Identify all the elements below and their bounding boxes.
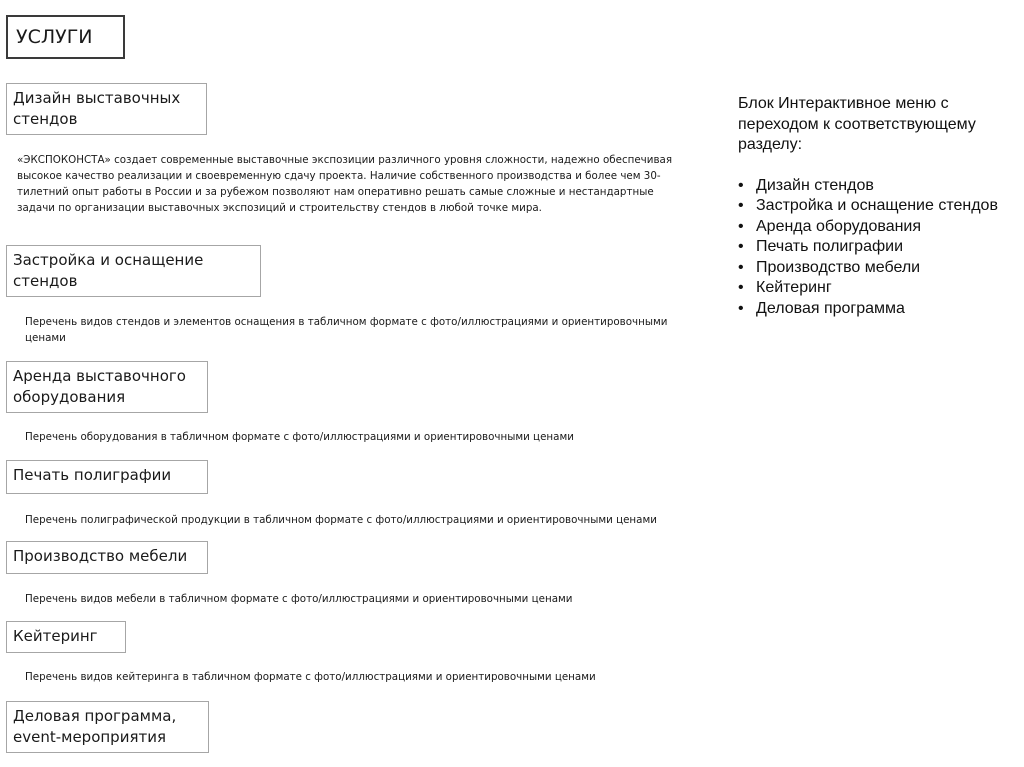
side-menu-item-label: Производство мебели xyxy=(756,258,921,276)
side-note-intro: Блок Интерактивное меню с переходом к соответствующему разделу: xyxy=(738,95,976,153)
side-note xyxy=(738,94,1008,319)
page-title: УСЛУГИ xyxy=(6,15,125,59)
section-heading-equipment-rental[interactable]: Аренда выставочного оборудования xyxy=(6,361,208,413)
bullet-icon: • xyxy=(738,238,744,255)
section-heading-stand-design[interactable]: Дизайн выставочных стендов xyxy=(6,83,207,135)
bullet-icon: • xyxy=(738,217,744,235)
side-menu-item[interactable] xyxy=(738,278,1008,299)
section-heading-catering[interactable]: Кейтеринг xyxy=(6,621,126,653)
section-heading-furniture[interactable]: Производство мебели xyxy=(6,541,208,574)
side-menu-list xyxy=(738,176,1008,320)
side-menu-item[interactable] xyxy=(738,176,1008,197)
section-description-stand-building: Перечень видов стендов и элементов оснащения в табличном формате с фото/иллюстрациями и ориентировочными ценами xyxy=(25,316,668,344)
side-menu-item-label: Деловая программа xyxy=(756,299,905,317)
section-heading-printing[interactable]: Печать полиграфии xyxy=(6,460,208,494)
bullet-icon: • xyxy=(738,279,744,296)
side-menu-item[interactable] xyxy=(738,196,1008,217)
section-description-stand-design: «ЭКСПОКОНСТА» создает современные выставочные экспозиции различного уровня сложности, надежно обеспечивая высокое качество реализации и своевременную сдачу проекта. Наличие собственного производства и более чем 30-тилетний опыт работы в России и за рубежом позволяют нам оперативно решать самые сложные и нестандартные задачи по организации выставочных экспозиций и строительству стендов в любой точке мира. xyxy=(17,154,673,214)
side-menu-item-label: Аренда оборудования xyxy=(756,217,922,235)
bullet-icon: • xyxy=(738,258,744,276)
side-menu-item-label: Дизайн стендов xyxy=(756,176,874,194)
section-heading-stand-building[interactable]: Застройка и оснащение стендов xyxy=(6,245,261,297)
side-menu-item-label: Кейтеринг xyxy=(756,279,832,296)
section-description-equipment-rental: Перечень оборудования в табличном формате с фото/иллюстрациями и ориентировочными ценами xyxy=(25,431,574,443)
side-menu-item-label: Печать полиграфии xyxy=(756,238,904,255)
section-description-printing: Перечень полиграфической продукции в табличном формате с фото/иллюстрациями и ориентировочными ценами xyxy=(25,514,657,526)
section-description-catering: Перечень видов кейтеринга в табличном формате с фото/иллюстрациями и ориентировочными ценами xyxy=(25,671,596,683)
bullet-icon: • xyxy=(738,197,744,214)
section-description-furniture: Перечень видов мебели в табличном формате с фото/иллюстрациями и ориентировочными ценами xyxy=(25,593,573,605)
section-heading-business-program[interactable]: Деловая программа, event-мероприятия xyxy=(6,701,209,753)
bullet-icon: • xyxy=(738,299,744,317)
side-menu-item[interactable] xyxy=(738,299,1008,320)
bullet-icon: • xyxy=(738,176,744,194)
side-menu-item-label: Застройка и оснащение стендов xyxy=(756,197,998,214)
side-menu-item[interactable] xyxy=(738,258,1008,279)
side-menu-item[interactable] xyxy=(738,217,1008,238)
side-menu-item[interactable] xyxy=(738,237,1008,258)
